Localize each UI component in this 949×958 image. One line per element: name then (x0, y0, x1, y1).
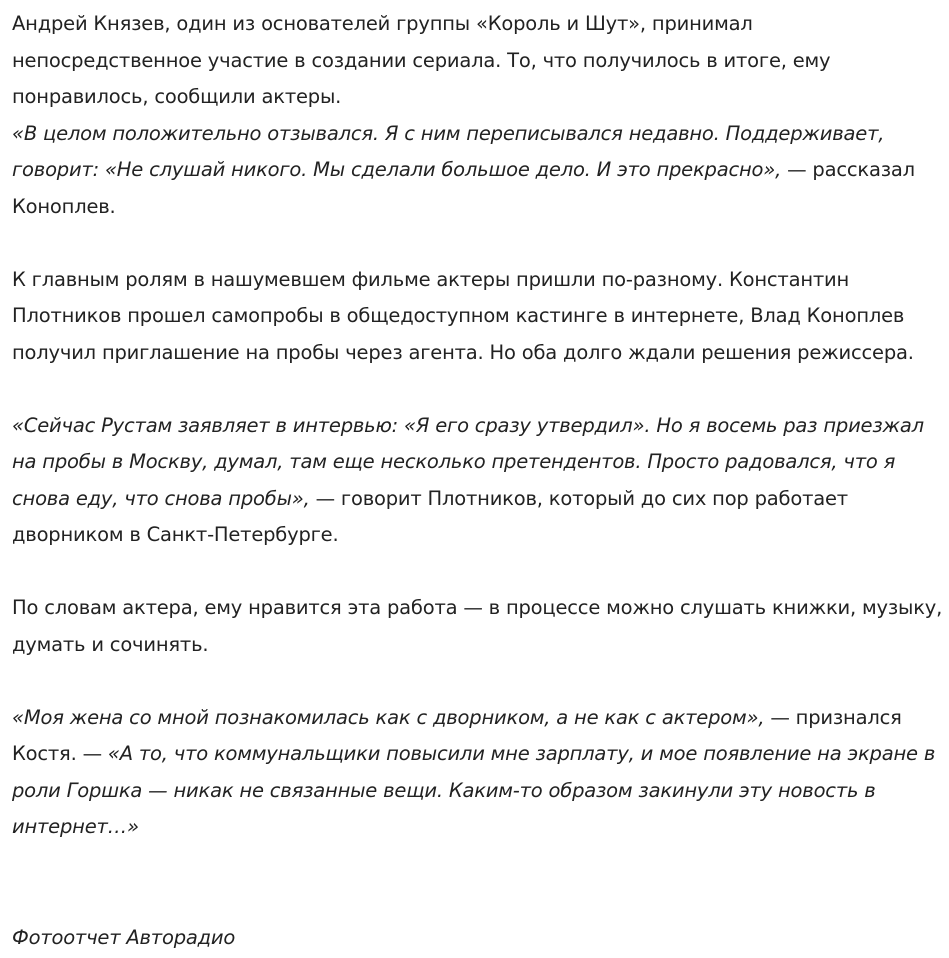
paragraph-text: Андрей Князев, один из основателей группы «Король и Шут», принимал непосредственное участие в создании сериала. То, что получилось в итоге, ему понравилось, сообщили актеры. (12, 12, 831, 108)
paragraph-text: К главным ролям в нашумевшем фильме актеры пришли по-разному. Константин Плотников прошел самопробы в общедоступном кастинге в интернете, Влад Коноплев получил приглашение на пробы через агента. Но оба долго ждали решения режиссера. (12, 267, 914, 364)
paragraph-wife-quote (12, 700, 944, 846)
paragraph-knyazev (12, 6, 944, 116)
photo-report-link[interactable]: Фотоотчет Авторадио (12, 926, 236, 949)
quote-text: «Моя жена со мной познакомилась как с дворником, а не как с актером», (12, 705, 765, 729)
paragraph-work (12, 590, 944, 663)
paragraph-plotnikov-quote (12, 408, 944, 554)
quote-text: «Сейчас Рустам заявляет в интервью: «Я его сразу утвердил». Но я восемь раз приезжал на пробы в Москву, думал, там еще несколько претендентов. Просто радовался, что я снова еду, что снова пробы», (12, 413, 924, 510)
quote-text: «В целом положительно отзывался. Я с ним переписывался недавно. Поддерживает, говорит: «Не слушай никого. Мы сделали большое дело. И это прекрасно», (12, 121, 885, 181)
paragraph-text: По словам актера, ему нравится эта работа — в процессе можно слушать книжки, музыку, думать и сочинять. (12, 596, 943, 656)
attribution-text: — говорит Плотников, который до сих пор работает дворником в Санкт-Петербурге. (12, 486, 848, 546)
paragraph-konoplev-quote (12, 116, 944, 226)
attribution-text: — признался Костя. — (12, 705, 902, 765)
quote-text: «А то, что коммунальщики повысили мне зарплату, и мое появление на экране в роли Горшка — никак не связанные вещи. Каким-то образом закинули эту новость в интернет…» (12, 742, 936, 838)
paragraph-casting (12, 262, 944, 372)
attribution-text: — рассказал Коноплев. (12, 158, 915, 218)
article-body (12, 6, 944, 882)
